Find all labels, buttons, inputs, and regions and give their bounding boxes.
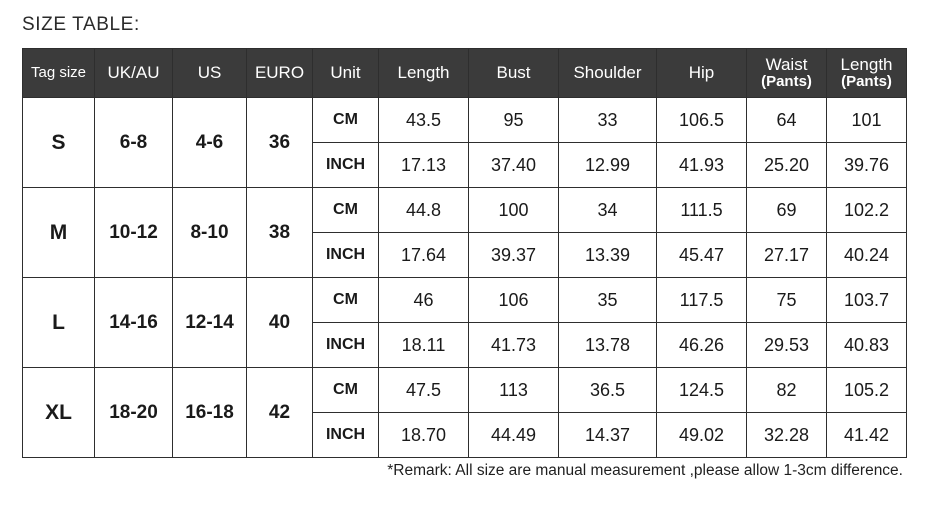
cell-tag-size: XL xyxy=(23,368,95,458)
cell-length: 47.5 xyxy=(379,368,469,413)
cell-length-pants: 101 xyxy=(827,98,907,143)
cell-length: 17.13 xyxy=(379,143,469,188)
header-row xyxy=(23,49,907,98)
cell-unit: CM xyxy=(313,368,379,413)
header-unit: Unit xyxy=(313,49,379,98)
cell-length: 18.11 xyxy=(379,323,469,368)
header-waist-pants: Waist (Pants) xyxy=(747,49,827,98)
cell-us: 12-14 xyxy=(173,278,247,368)
cell-hip: 49.02 xyxy=(657,413,747,458)
header-euro: EURO xyxy=(247,49,313,98)
table-row xyxy=(23,98,907,143)
cell-us: 8-10 xyxy=(173,188,247,278)
header-hip: Hip xyxy=(657,49,747,98)
cell-us: 4-6 xyxy=(173,98,247,188)
cell-bust: 106 xyxy=(469,278,559,323)
cell-bust: 95 xyxy=(469,98,559,143)
cell-hip: 41.93 xyxy=(657,143,747,188)
cell-length: 17.64 xyxy=(379,233,469,278)
cell-shoulder: 33 xyxy=(559,98,657,143)
cell-length-pants: 102.2 xyxy=(827,188,907,233)
cell-shoulder: 14.37 xyxy=(559,413,657,458)
page-title: SIZE TABLE: xyxy=(22,14,140,35)
cell-waist-pants: 64 xyxy=(747,98,827,143)
header-length-pants: Length (Pants) xyxy=(827,49,907,98)
header-bust: Bust xyxy=(469,49,559,98)
cell-hip: 45.47 xyxy=(657,233,747,278)
cell-waist-pants: 69 xyxy=(747,188,827,233)
cell-length: 43.5 xyxy=(379,98,469,143)
cell-waist-pants: 32.28 xyxy=(747,413,827,458)
cell-unit: INCH xyxy=(313,233,379,278)
cell-hip: 124.5 xyxy=(657,368,747,413)
cell-unit: CM xyxy=(313,278,379,323)
table-row xyxy=(23,278,907,323)
cell-length-pants: 40.83 xyxy=(827,323,907,368)
cell-waist-pants: 25.20 xyxy=(747,143,827,188)
cell-unit: CM xyxy=(313,188,379,233)
cell-length-pants: 103.7 xyxy=(827,278,907,323)
remark-note: *Remark: All size are manual measurement ,please allow 1-3cm difference. xyxy=(387,462,903,479)
cell-bust: 39.37 xyxy=(469,233,559,278)
cell-shoulder: 13.39 xyxy=(559,233,657,278)
cell-unit: INCH xyxy=(313,143,379,188)
table-header xyxy=(23,49,907,98)
cell-euro: 36 xyxy=(247,98,313,188)
size-table xyxy=(22,48,907,458)
cell-bust: 100 xyxy=(469,188,559,233)
cell-length-pants: 40.24 xyxy=(827,233,907,278)
cell-us: 16-18 xyxy=(173,368,247,458)
cell-bust: 113 xyxy=(469,368,559,413)
cell-bust: 37.40 xyxy=(469,143,559,188)
cell-tag-size: S xyxy=(23,98,95,188)
header-tag-size: Tag size xyxy=(23,49,95,98)
cell-euro: 42 xyxy=(247,368,313,458)
cell-tag-size: L xyxy=(23,278,95,368)
header-shoulder: Shoulder xyxy=(559,49,657,98)
cell-length-pants: 105.2 xyxy=(827,368,907,413)
cell-length: 46 xyxy=(379,278,469,323)
cell-waist-pants: 29.53 xyxy=(747,323,827,368)
cell-hip: 117.5 xyxy=(657,278,747,323)
table-row xyxy=(23,368,907,413)
cell-uk-au: 14-16 xyxy=(95,278,173,368)
cell-hip: 111.5 xyxy=(657,188,747,233)
cell-euro: 38 xyxy=(247,188,313,278)
cell-uk-au: 6-8 xyxy=(95,98,173,188)
table-body xyxy=(23,98,907,458)
cell-shoulder: 12.99 xyxy=(559,143,657,188)
cell-shoulder: 35 xyxy=(559,278,657,323)
cell-hip: 46.26 xyxy=(657,323,747,368)
cell-uk-au: 18-20 xyxy=(95,368,173,458)
cell-unit: INCH xyxy=(313,323,379,368)
cell-shoulder: 34 xyxy=(559,188,657,233)
table-row xyxy=(23,188,907,233)
cell-length: 44.8 xyxy=(379,188,469,233)
cell-length: 18.70 xyxy=(379,413,469,458)
cell-shoulder: 13.78 xyxy=(559,323,657,368)
cell-shoulder: 36.5 xyxy=(559,368,657,413)
cell-length-pants: 41.42 xyxy=(827,413,907,458)
header-us: US xyxy=(173,49,247,98)
header-uk-au: UK/AU xyxy=(95,49,173,98)
cell-uk-au: 10-12 xyxy=(95,188,173,278)
cell-unit: INCH xyxy=(313,413,379,458)
header-length: Length xyxy=(379,49,469,98)
cell-bust: 44.49 xyxy=(469,413,559,458)
cell-bust: 41.73 xyxy=(469,323,559,368)
cell-euro: 40 xyxy=(247,278,313,368)
cell-length-pants: 39.76 xyxy=(827,143,907,188)
cell-tag-size: M xyxy=(23,188,95,278)
cell-hip: 106.5 xyxy=(657,98,747,143)
cell-unit: CM xyxy=(313,98,379,143)
cell-waist-pants: 75 xyxy=(747,278,827,323)
cell-waist-pants: 27.17 xyxy=(747,233,827,278)
cell-waist-pants: 82 xyxy=(747,368,827,413)
